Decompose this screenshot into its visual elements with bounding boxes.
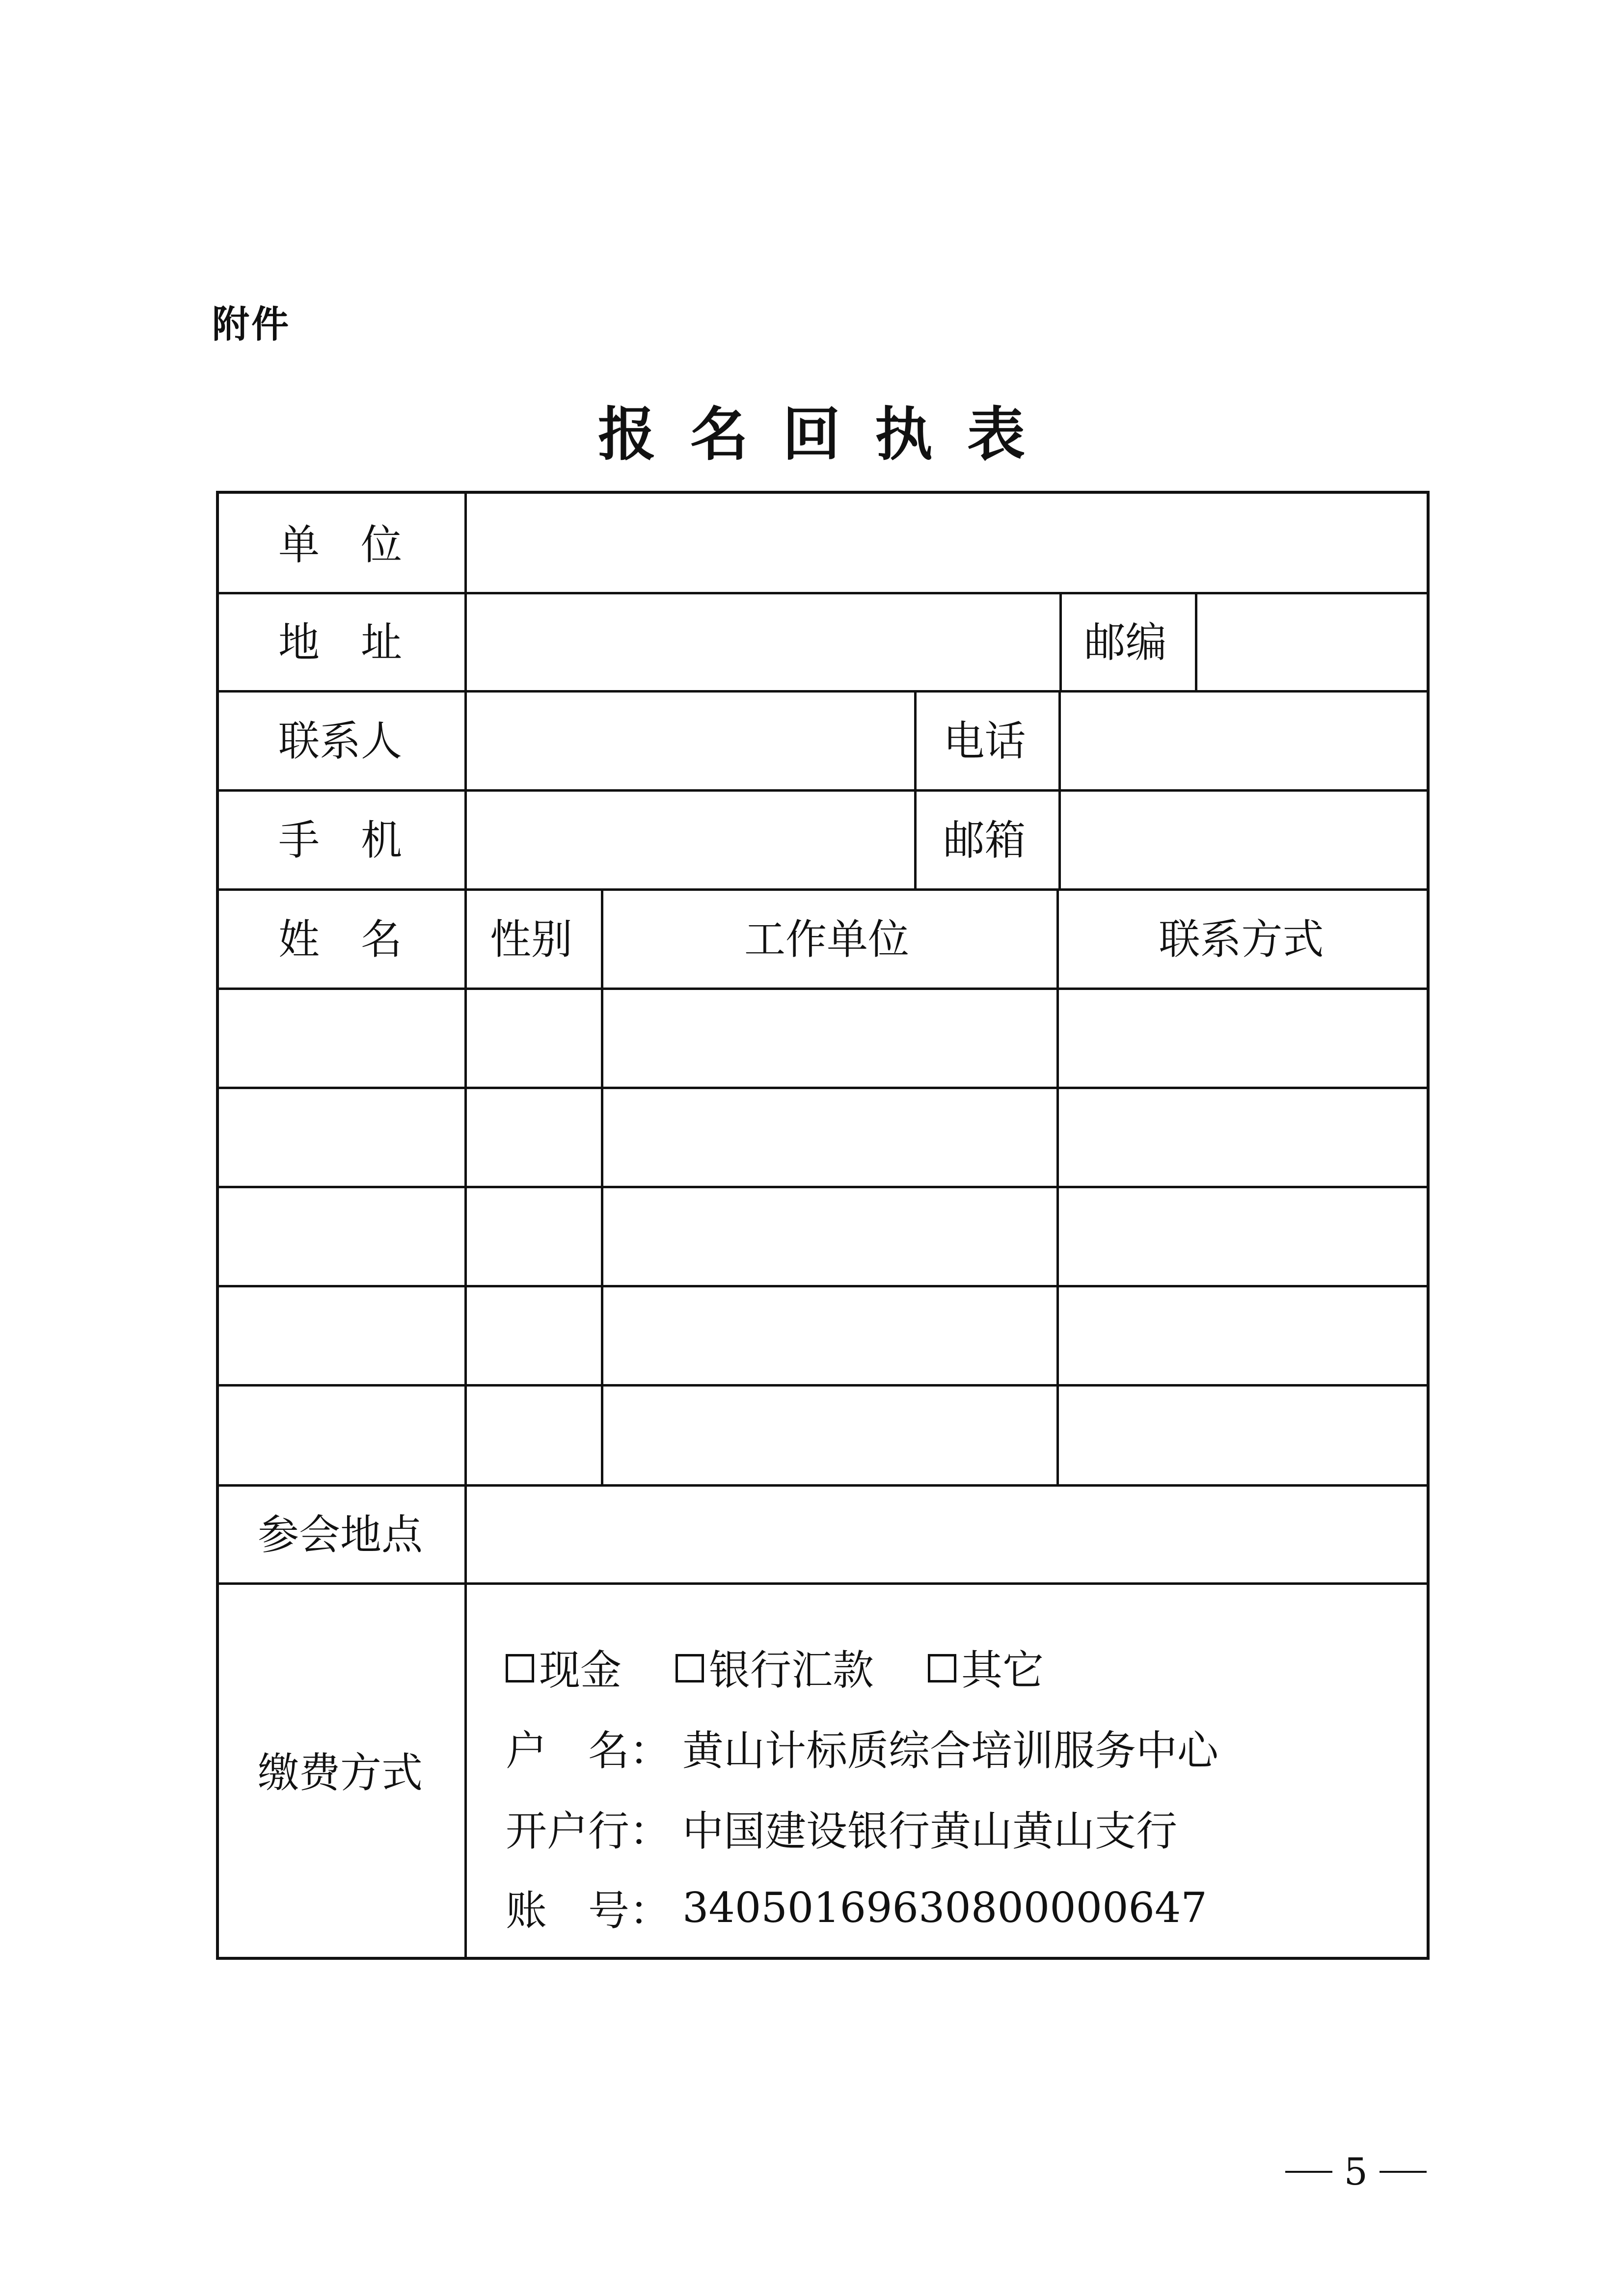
venue-field[interactable]	[464, 1484, 1427, 1579]
table-row[interactable]	[219, 987, 1427, 1084]
col-header-name: 姓 名	[278, 915, 402, 963]
option-cash[interactable]: 现金	[506, 1637, 622, 1697]
col-header-workplace: 工作单位	[744, 915, 909, 963]
account-no-line	[506, 1878, 1207, 1937]
account-no-value: 34050169630800000647	[682, 1883, 1207, 1932]
checkbox-icon[interactable]	[928, 1654, 956, 1682]
checkbox-icon[interactable]	[506, 1654, 534, 1682]
venue-label: 参会地点	[257, 1511, 423, 1559]
phone-field[interactable]	[1058, 690, 1427, 786]
account-name-label: 户 名：	[506, 1727, 671, 1775]
page-number-value: 5	[1344, 2150, 1368, 2193]
option-bank-transfer[interactable]: 银行汇款	[676, 1637, 874, 1697]
unit-label: 单 位	[278, 520, 402, 569]
email-field[interactable]	[1058, 789, 1427, 885]
account-no-label: 账 号：	[506, 1887, 671, 1935]
phone-label: 电话	[943, 717, 1026, 765]
postcode-label: 邮编	[1084, 618, 1167, 667]
table-row[interactable]	[219, 1185, 1427, 1282]
col-header-contact: 联系方式	[1159, 915, 1324, 963]
account-name-line	[506, 1718, 1218, 1777]
mobile-field[interactable]	[464, 789, 911, 885]
mobile-label: 手 机	[278, 816, 402, 864]
attachment-label: 附件	[212, 302, 291, 346]
page-number	[1285, 2150, 1427, 2193]
dash-left	[1285, 2171, 1332, 2173]
unit-field[interactable]	[464, 494, 1427, 589]
account-name-value: 黄山计标质综合培训服务中心	[682, 1727, 1219, 1775]
table-row[interactable]	[219, 1384, 1427, 1481]
dash-right	[1380, 2171, 1427, 2173]
contact-label: 联系人	[278, 717, 402, 765]
checkbox-icon[interactable]	[676, 1654, 704, 1682]
page-title: 报名回执表	[597, 400, 1059, 468]
address-field[interactable]	[464, 591, 1056, 687]
table-row[interactable]	[219, 1284, 1427, 1381]
bank-label: 开户行：	[506, 1807, 671, 1855]
email-label: 邮箱	[943, 816, 1026, 864]
bank-line	[506, 1798, 1177, 1858]
contact-field[interactable]	[464, 690, 911, 786]
option-other[interactable]: 其它	[928, 1637, 1044, 1697]
postcode-field[interactable]	[1194, 591, 1427, 687]
payment-label: 缴费方式	[257, 1748, 423, 1797]
table-row[interactable]	[219, 1086, 1427, 1183]
bank-value: 中国建设银行黄山黄山支行	[682, 1807, 1178, 1855]
payment-options	[506, 1637, 1098, 1697]
address-label: 地 址	[278, 618, 402, 667]
col-header-gender: 性别	[489, 915, 572, 963]
